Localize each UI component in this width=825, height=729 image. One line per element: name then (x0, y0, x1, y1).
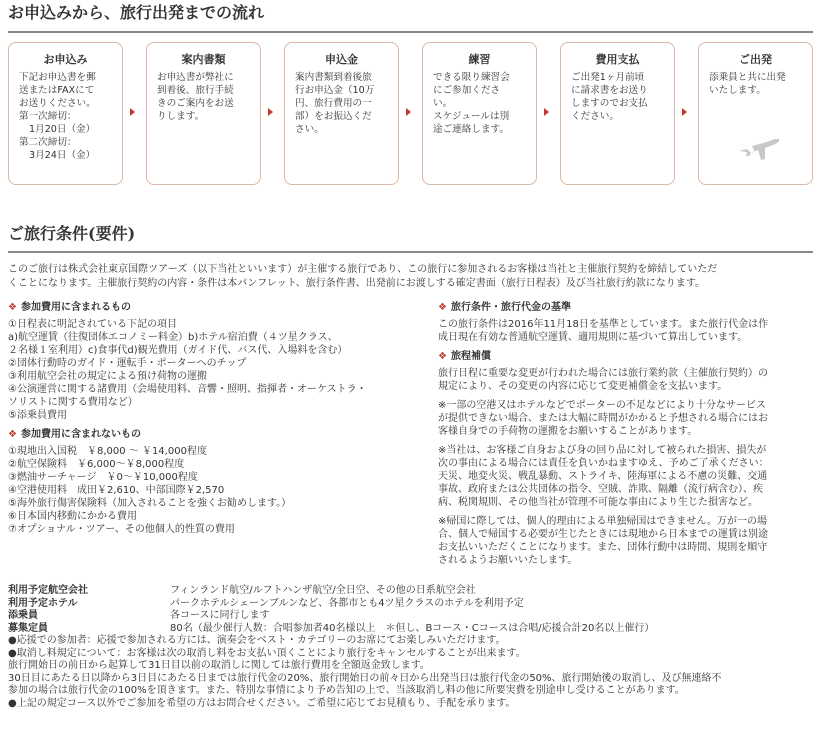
detail-label: 利用予定航空会社 (8, 585, 88, 596)
step-line: さい。 (295, 124, 324, 135)
compensation-paragraph: ※一部の空港又はホテルなどでポーターの不足などにより十分なサービス が提供できない場合、または大幅に時間がかかると予想される場合にはお 客様自身での手荷物の運搬をお願いすることがあります。 (438, 400, 768, 437)
note-line: 30日目にあたる日以降から3日目にあたる日までは旅行代金の20%、旅行開始日の前々日から出発当日は旅行代金の50%、旅行開始後の取消し、及び無連絡不 (8, 672, 722, 684)
step-title: 費用支払 (595, 53, 640, 66)
step-line: 到着後、旅行手続 (157, 85, 234, 96)
list-item: ③燃油サーチャージ ￥0～￥10,000程度 (8, 472, 198, 483)
step-line: 第二次締切： (19, 137, 77, 148)
step-title: 案内書類 (181, 53, 226, 66)
detail-value: 各コースに同行します (170, 610, 270, 621)
note-line: ●上記の規定コース以外でご参加を希望の方はお問合せください。ご希望に応じてお見積もり、手配を承ります。 (8, 697, 516, 709)
step-line: ご出発1ヶ月前頃 (571, 72, 645, 83)
detail-row (8, 598, 820, 611)
step-documents (146, 42, 261, 185)
step-line: ください。 (571, 111, 619, 122)
list-item: ⑦オプショナル・ツアー、その他個人的性質の費用 (8, 524, 235, 535)
step-line: 案内書類到着後旅 (295, 72, 372, 83)
step-title: 練習 (468, 53, 491, 66)
step-line: い。 (433, 98, 453, 109)
included-heading: ❖ 参加費用に含まれるもの (8, 302, 131, 313)
step-line: 3月24日（金） (29, 150, 96, 161)
conditions-section-rule (8, 251, 813, 253)
basis-heading: ❖ 旅行条件・旅行代金の基準 (438, 302, 571, 313)
flow-section-rule (8, 31, 813, 33)
step-line: できる限り練習会 (433, 72, 510, 83)
chevron-right-icon (406, 108, 411, 116)
step-line: 1月20日（金） (29, 124, 96, 135)
step-title: お申込み (43, 53, 88, 66)
step-line: 送またはFAXにて (19, 85, 95, 96)
step-line: にご参加くださ (433, 85, 501, 96)
conditions-right-column (438, 301, 818, 573)
intro-line: このご旅行は株式会社東京国際ツアーズ（以下当社といいます）が主催する旅行であり、この旅行に参加されるお客様は当社と主催旅行契約を締結していただ (8, 264, 718, 275)
diamond-bullet-icon: ❖ (438, 351, 447, 362)
included-list (8, 318, 428, 422)
detail-value: パークホテルシェーンブルンなど、各都市とも4ツ星クラスのホテルを利用予定 (170, 597, 524, 609)
detail-row (8, 623, 820, 636)
chevron-right-icon (130, 108, 135, 116)
list-item: ⑤添乗員費用 (8, 410, 67, 421)
note-line: 参加の場合は旅行代金の100%を頂きます。また、特別な事情により予め告知の上で、当該取消し料の他に所要実費を別途申し受けることがあります。 (8, 685, 685, 696)
excluded-heading: ❖ 参加費用に含まれないもの (8, 429, 141, 440)
step-line: 下記お申込書を郵 (19, 72, 96, 83)
step-payment (560, 42, 675, 185)
detail-label: 募集定員 (8, 622, 48, 634)
step-deposit (284, 42, 399, 185)
step-line: りします。 (157, 111, 205, 122)
list-item: ①現地出入国税 ￥8,000 ～ ￥14,000程度 (8, 446, 207, 457)
list-item: ②団体行動時のガイド・運転手・ポーターへのチップ (8, 358, 247, 369)
list-item: a)航空運賃（往復団体エコノミー料金）b)ホテル宿泊費（４ツ星クラス、 (8, 332, 338, 343)
step-line: いたします。 (709, 85, 766, 96)
step-line: 行お申込金（10万 (295, 85, 375, 96)
diamond-bullet-icon: ❖ (438, 302, 447, 313)
step-body (561, 71, 674, 123)
step-body (699, 71, 812, 97)
list-item: ⑥日本国内移動にかかる費用 (8, 511, 137, 522)
list-item: ②航空保険料 ￥6,000～￥8,000程度 (8, 459, 185, 470)
detail-row (8, 585, 820, 598)
note-line: 旅行開始日の前日から起算して31日目以前の取消しに関しては旅行費用を全額返金致します。 (8, 660, 430, 671)
detail-label: 添乗員 (8, 610, 38, 621)
step-line: 円、旅行費用の一 (295, 98, 372, 109)
step-body (147, 71, 260, 123)
detail-value: フィンランド航空/ルフトハンザ航空/全日空、その他の日系航空会社 (170, 585, 476, 596)
step-title: 申込金 (325, 53, 358, 66)
step-line: しますのでお支払 (571, 98, 648, 109)
step-body (285, 71, 398, 136)
compensation-paragraph: ※帰国に際しては、個人的理由による単独帰国はできません。万が一の場 合、個人で帰国する必要が生じたときには現地から日本までの運賃は別途 お支払いいただくことになります。また、団体行動中は時間、規則を順守 されるようお願いいたします。 (438, 516, 768, 566)
list-item: ２名様１室利用）c)食事代d)観光費用（ガイド代、バス代、入場料を含む） (8, 345, 348, 356)
note-line: ●応援での参加者：応援で参加される方には、演奏会をベスト・カテゴリーのお席にてお楽しみいただけます。 (8, 635, 506, 646)
step-body (9, 71, 122, 162)
step-line: 第一次締切： (19, 111, 77, 122)
list-item: ⑤海外旅行傷害保険料（加入されることを強くお勧めします。） (8, 498, 292, 509)
chevron-right-icon (544, 108, 549, 116)
step-line: に請求書をお送り (571, 85, 648, 96)
step-practice (422, 42, 537, 185)
step-line: 添乗員と共に出発 (709, 72, 786, 83)
flow-steps (8, 42, 818, 187)
detail-value: 80名（最少催行人数：合唱参加者40名様以上 ＊但し、Bコース・Cコースは合唱/応援合計20名以上催行） (170, 622, 655, 634)
step-line: 途ご連絡します。 (433, 124, 509, 135)
step-line: スケジュールは別 (433, 111, 510, 122)
conditions-left-column (8, 301, 428, 542)
step-line: お申込書が弊社に (157, 72, 234, 83)
list-item: ③利用航空会社の規定による預け荷物の運搬 (8, 371, 207, 382)
note-line: ●取消し料規定について：お客様は次の取消し料をお支払い頂くことにより旅行をキャンセルすることが出来ます。 (8, 647, 526, 659)
list-item: ソリストに関する費用など） (8, 397, 138, 408)
detail-row (8, 610, 820, 623)
list-item: ④公演運営に関する諸費用（会場使用料、音響・照明、指揮者・オーケストラ・ (8, 384, 367, 395)
chevron-right-icon (682, 108, 687, 116)
step-line: 部）をお振込くだ (295, 111, 372, 122)
detail-label: 利用予定ホテル (8, 597, 78, 609)
step-departure (698, 42, 813, 185)
diamond-bullet-icon: ❖ (8, 429, 17, 440)
compensation-paragraph: ※当社は、お客様ご自身および身の回り品に対して被られた損害、損失が 次の事由による場合には責任を負いかねますゆえ、予めご了承ください： 天災、地変火災、戦乱暴動、ストライキ、陸海軍による不慮の災難、交通 事故、政府または公共団体の指令、空賊、詐欺、隔離（流行病含む）、疾 病、税関規則、その他当社が管理不可能な事由により生じた損害など。 (438, 445, 769, 508)
step-line: お送りください。 (19, 98, 96, 109)
list-item: ①日程表に明記されている下記の項目 (8, 319, 177, 330)
compensation-heading: ❖ 旅程補償 (438, 351, 491, 362)
chevron-right-icon (268, 108, 273, 116)
diamond-bullet-icon: ❖ (8, 302, 17, 313)
conditions-section-title: ご旅行条件(要件) (8, 224, 136, 243)
compensation-paragraph: 旅行日程に重要な変更が行われた場合には旅行業約款（主催旅行契約）の 規定により、その変更の内容に応じて変更補償金を支払います。 (438, 368, 768, 392)
excluded-list (8, 445, 428, 536)
step-application (8, 42, 123, 185)
step-title: ご出発 (739, 53, 772, 66)
list-item: ④空港使用料 成田￥2,610、中部国際￥2,570 (8, 485, 225, 496)
step-line: きのご案内をお送 (157, 98, 234, 109)
intro-line: くことになります。主催旅行契約の内容・条件は本パンフレット、旅行条件書、出発前にお渡しする確定書面（旅行日程表）及び当社旅行約款になります。 (8, 278, 705, 289)
basis-text: この旅行条件は2016年11月18日を基準としています。また旅行代金は作 成日現在有効な普通航空運賃、適用規則に基づいて算出しています。 (438, 319, 769, 343)
conditions-details (8, 585, 820, 710)
airplane-icon (737, 129, 781, 163)
flow-section-title: お申込みから、旅行出発までの流れ (8, 3, 265, 22)
step-body (423, 71, 536, 136)
conditions-intro (8, 263, 813, 291)
